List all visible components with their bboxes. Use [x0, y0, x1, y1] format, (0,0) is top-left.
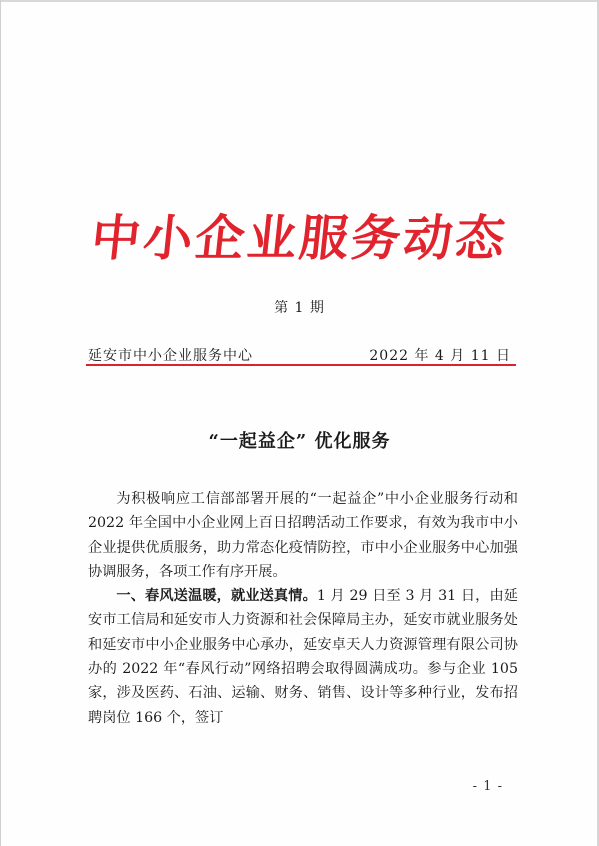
article-body [88, 487, 518, 730]
body-paragraph [88, 487, 518, 584]
scan-edge-left [0, 0, 1, 846]
article-headline: “一起益企” 优化服务 [208, 431, 391, 452]
scan-edge-top [0, 0, 599, 2]
masthead-title: 中小企业服务动态 [88, 209, 511, 267]
paragraph-text: 为积极响应工信部部署开展的“一起益企”中小企业服务行动和 2022 年全国中小企业网上百日招聘活动工作要求，有效为我市中小企业提供优质服务，助力常态化疫情防控，市中小企业服务中心加强协调服务，各项工作有序开展。 [88, 491, 518, 580]
issue-number: 第 1 期 [274, 300, 325, 316]
body-paragraph [88, 584, 518, 730]
paragraph-text: 1 月 29 日至 3 月 31 日，由延安市工信局和延安市人力资源和社会保障局主办，延安市就业服务处和延安市中小企业服务中心承办，延安卓天人力资源管理有限公司协办的 2022 年“春风行动”网络招聘会取得圆满成功。参与企业 105 家，涉及医药、石油、运输、财务、销售、设计等多种行业，发布招聘岗位 166 个，签订 [88, 588, 518, 726]
issue-date: 2022 年 4 月 11 日 [369, 348, 511, 364]
page-number: - 1 - [472, 779, 503, 794]
red-divider-rule [86, 364, 516, 366]
paragraph-lead: 一、春风送温暖，就业送真情。 [116, 588, 317, 605]
issuing-organization: 延安市中小企业服务中心 [88, 348, 253, 364]
